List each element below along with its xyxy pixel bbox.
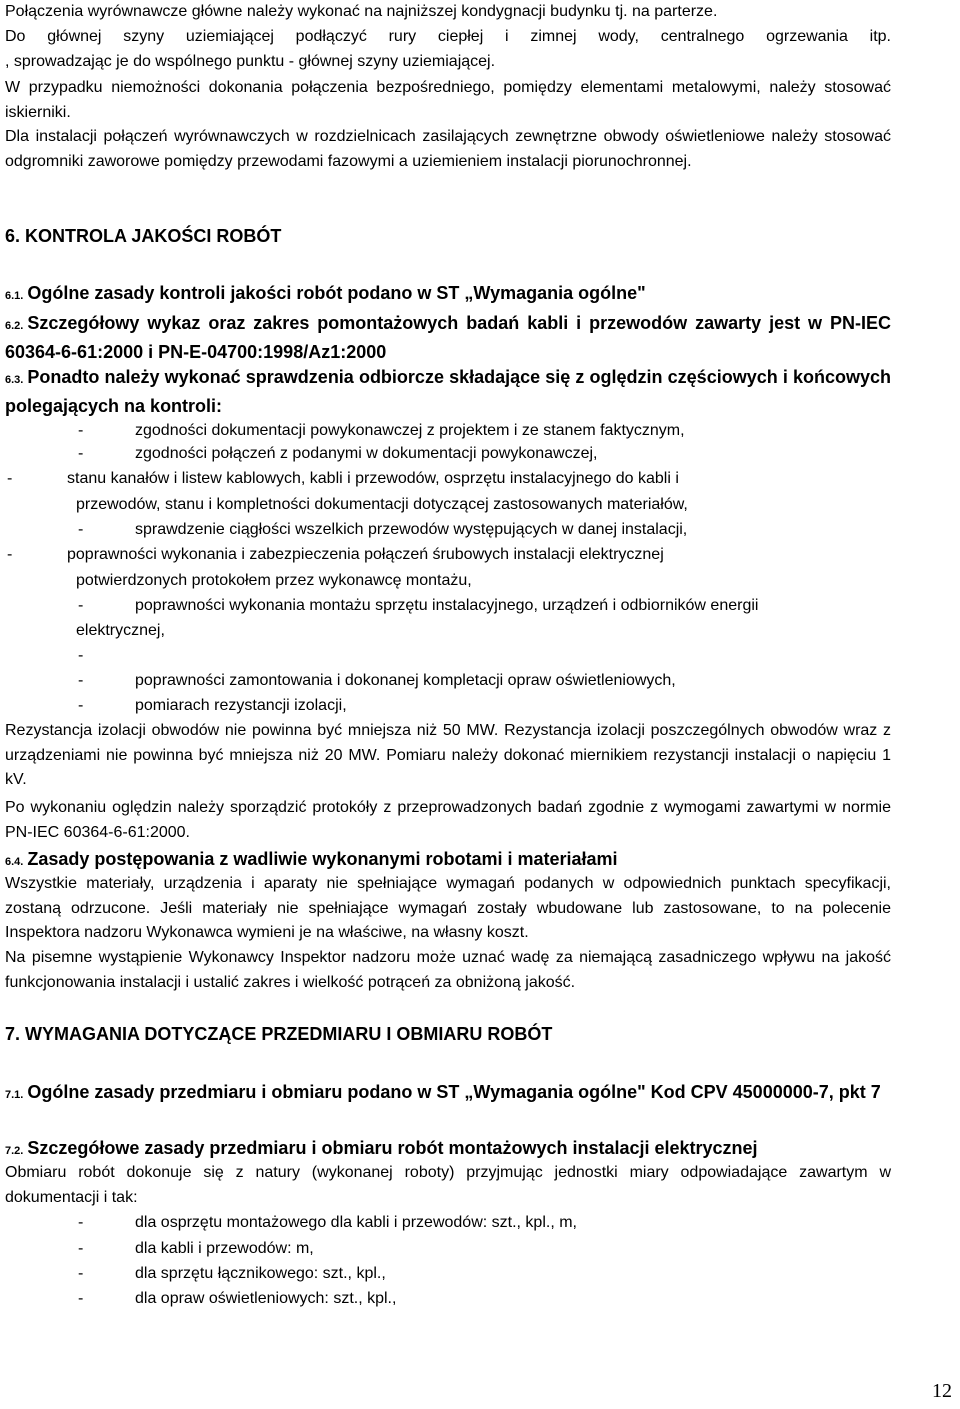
list-dash: -: [78, 521, 84, 538]
list-item: poprawności wykonania montażu sprzętu instalacyjnego, urządzeń i odbiorników energii: [135, 597, 759, 614]
subsection-number: 7.1.: [5, 1089, 24, 1101]
subsection-6-3: [5, 364, 891, 419]
subsection-number: 6.2.: [5, 320, 24, 332]
list-item: poprawności wykonania i zabezpieczenia połączeń śrubowych instalacji elektrycznej: [67, 546, 664, 563]
subsection-6-4: [5, 846, 891, 875]
subsection-7-2: [5, 1135, 891, 1164]
list-item: dla kabli i przewodów: m,: [135, 1240, 314, 1257]
list-dash: -: [78, 1214, 84, 1231]
list-dash: -: [7, 546, 13, 563]
list-item: dla opraw oświetleniowych: szt., kpl.,: [135, 1290, 397, 1307]
intro-line-1: Połączenia wyrównawcze główne należy wykonać na najniższej kondygnacji budynku tj. na parterze.: [5, 3, 718, 20]
list-item: zgodności dokumentacji powykonawczej z projektem i ze stanem faktycznym,: [135, 422, 685, 439]
paragraph-written-request: Na pisemne wystąpienie Wykonawcy Inspektor nadzoru może uznać wadę za niemającą zasadniczego wpływu na jakość funkcjonowania instalacji i ustalić zakres i wielkość potrąceń za obniżoną jakość.: [5, 949, 891, 991]
section-6-heading: 6. KONTROLA JAKOŚCI ROBÓT: [5, 226, 282, 246]
list-dash: -: [78, 647, 84, 664]
subsection-title: Szczegółowy wykaz oraz zakres pomontażowych badań kabli i przewodów zawarty jest w PN-IEC 60364-6-61:2000 i PN-E-04700:1998/Az1:2000: [5, 313, 891, 362]
paragraph-measurement: Obmiaru robót dokonuje się z natury (wykonanej roboty) przyjmując jednostki miary odpowiadające zawartym w dokumentacji i tak:: [5, 1164, 891, 1206]
paragraph-materials: Wszystkie materiały, urządzenia i aparaty nie spełniające wymagań podanych w odpowiednich punktach specyfikacji, zostaną odrzucone. Jeśli materiały nie spełniające wymagań zostały wbudowane lub zastosowane, to na polecenie Inspektora nadzoru Wykonawca wymieni je na właściwe, na własny koszt.: [5, 875, 891, 941]
list-item-continuation: potwierdzonych protokołem przez wykonawcę montażu,: [76, 572, 472, 589]
paragraph-resistance: Rezystancja izolacji obwodów nie powinna być mniejsza niż 50 MW. Rezystancja izolacji poszczególnych obwodów wraz z urządzeniami nie powinna być mniejsza niż 20 MW. Pomiaru należy dokonać miernikiem rezystancji instalacji o napięciu 1 kV.: [5, 722, 891, 788]
subsection-number: 6.4.: [5, 856, 24, 868]
list-item-continuation: elektrycznej,: [76, 622, 165, 639]
list-item-continuation: przewodów, stanu i kompletności dokumentacji dotyczącej zastosowanych materiałów,: [76, 496, 688, 513]
list-dash: -: [78, 597, 84, 614]
subsection-title: Szczegółowe zasady przedmiaru i obmiaru robót montażowych instalacji elektrycznej: [27, 1138, 758, 1158]
subsection-title: Ponadto należy wykonać sprawdzenia odbiorcze składające się z oględzin częściowych i końcowych polegających na kontroli:: [5, 367, 891, 416]
list-item: stanu kanałów i listew kablowych, kabli i przewodów, osprzętu instalacyjnego do kabli i: [67, 470, 679, 487]
subsection-title: Ogólne zasady przedmiaru i obmiaru podano w ST „Wymagania ogólne" Kod CPV 45000000-7, pkt 7: [27, 1082, 881, 1102]
subsection-6-1: [5, 280, 891, 309]
list-dash: -: [7, 470, 13, 487]
list-dash: -: [78, 1240, 84, 1257]
list-item: zgodności połączeń z podanymi w dokumentacji powykonawczej,: [135, 445, 598, 462]
list-item: poprawności zamontowania i dokonanej kompletacji opraw oświetleniowych,: [135, 672, 676, 689]
subsection-title: Ogólne zasady kontroli jakości robót podano w ST „Wymagania ogólne": [27, 283, 646, 303]
list-item: pomiarach rezystancji izolacji,: [135, 697, 347, 714]
intro-paragraph-3: Dla instalacji połączeń wyrównawczych w rozdzielnicach zasilających zewnętrzne obwody oświetleniowe należy stosować odgromniki zaworowe pomiędzy przewodami fazowymi a uziemieniem instalacji piorunochronnej.: [5, 128, 891, 170]
subsection-number: 6.1.: [5, 290, 24, 302]
subsection-6-2: [5, 310, 891, 365]
subsection-number: 6.3.: [5, 374, 24, 386]
list-dash: -: [78, 1265, 84, 1282]
subsection-number: 7.2.: [5, 1145, 24, 1157]
intro-line-2: Do głównej szyny uziemiającej podłączyć rury ciepłej i zimnej wody, centralnego ogrzewania itp.: [5, 28, 891, 45]
paragraph-inspection: Po wykonaniu oględzin należy sporządzić protokóły z przeprowadzonych badań zgodnie z wymogami zawartymi w normie PN-IEC 60364-6-61:2000.: [5, 799, 891, 841]
list-dash: -: [78, 672, 84, 689]
subsection-7-1: [5, 1079, 891, 1108]
list-item: sprawdzenie ciągłości wszelkich przewodów występujących w danej instalacji,: [135, 521, 688, 538]
page-number: 12: [932, 1380, 952, 1402]
list-dash: -: [78, 445, 84, 462]
subsection-title: Zasady postępowania z wadliwie wykonanymi robotami i materiałami: [27, 849, 618, 869]
list-dash: -: [78, 697, 84, 714]
list-item: dla sprzętu łącznikowego: szt., kpl.,: [135, 1265, 386, 1282]
list-dash: -: [78, 422, 84, 439]
section-7-heading: 7. WYMAGANIA DOTYCZĄCE PRZEDMIARU I OBMIARU ROBÓT: [5, 1024, 553, 1044]
list-dash: -: [78, 1290, 84, 1307]
list-item: dla osprzętu montażowego dla kabli i przewodów: szt., kpl., m,: [135, 1214, 577, 1231]
intro-line-3: , sprowadzając je do wspólnego punktu - głównej szyny uziemiającej.: [5, 53, 496, 70]
intro-paragraph-2: W przypadku niemożności dokonania połączenia bezpośredniego, pomiędzy elementami metalowymi, należy stosować iskierniki.: [5, 79, 891, 121]
